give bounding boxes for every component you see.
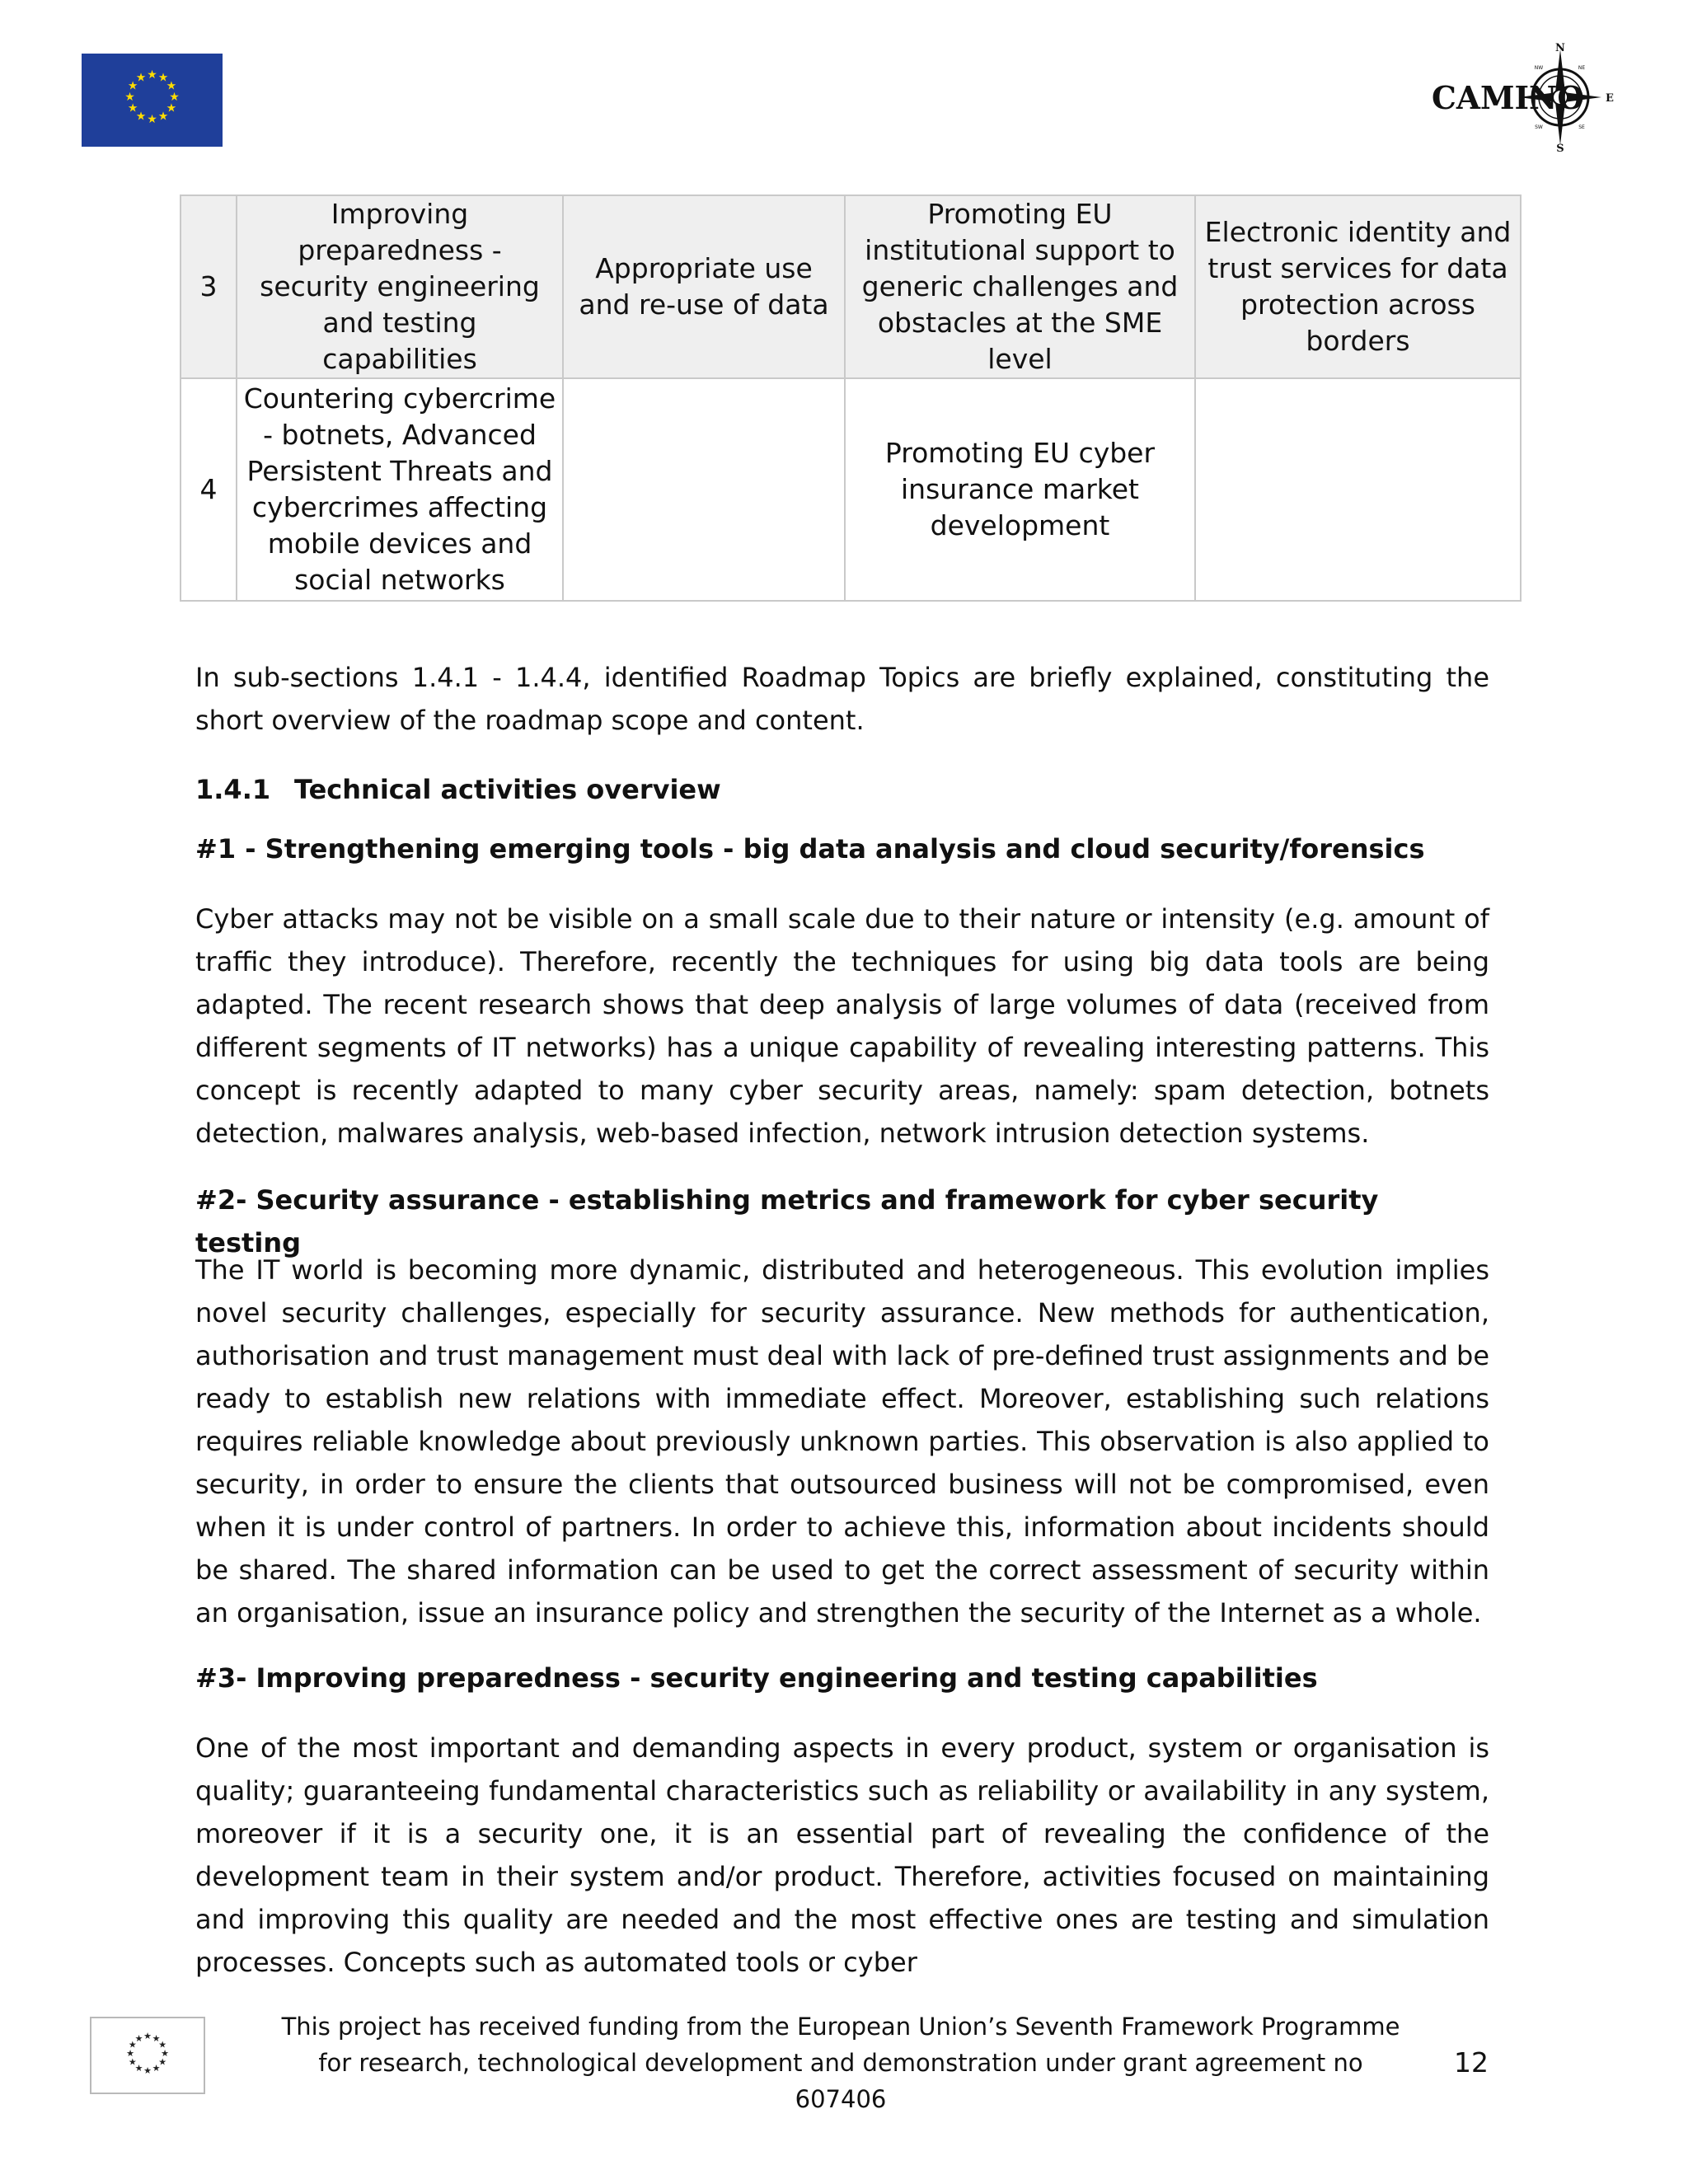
eu-stars-icon bbox=[82, 54, 223, 147]
table-cell: Promoting EU cyber insurance market development bbox=[845, 378, 1195, 601]
section-heading bbox=[195, 768, 1489, 811]
compass-n-label: N bbox=[1555, 42, 1565, 54]
section-title: Technical activities overview bbox=[294, 774, 721, 805]
svg-text:★: ★ bbox=[147, 113, 157, 126]
funding-line-2: for research, technological development and demonstration under grant agreement no 607406 bbox=[318, 2049, 1363, 2113]
table-cell-num: 4 bbox=[181, 378, 237, 601]
compass-e-label: E bbox=[1606, 92, 1614, 105]
svg-text:★: ★ bbox=[166, 79, 177, 93]
topic1-title: #1 - Strengthening emerging tools - big data analysis and cloud security/forensics bbox=[195, 833, 1425, 865]
topic2-paragraph: The IT world is becoming more dynamic, distributed and heterogeneous. This evolution implies novel security challenges, especially for security assurance. New methods for authentication, authorisation and trust management must deal with lack of pre-defined trust assignments and be ready to establish new relations with immediate effect. Moreover, establishing such relations requires reliable knowledge about previously unknown parties. This observation is also applied to security, in order to ensure the clients that outsourced business will not be compromised, even when it is under control of partners. In order to achieve this, information about incidents should be shared. The shared information can be used to get the correct assessment of security within an organisation, issue an insurance policy and strengthen the security of the Internet as a whole. bbox=[195, 1254, 1489, 1629]
svg-text:★: ★ bbox=[158, 2039, 167, 2050]
compass-nw-label: NW bbox=[1534, 65, 1544, 71]
table-cell bbox=[1195, 378, 1521, 601]
svg-text:★: ★ bbox=[157, 71, 169, 85]
eu-footer-stars-icon bbox=[91, 2018, 204, 2093]
svg-text:★: ★ bbox=[169, 91, 180, 104]
funding-line-1: This project has received funding from the European Union’s Seventh Framework Programme bbox=[281, 2013, 1400, 2041]
table-row bbox=[181, 378, 1521, 601]
table-cell: Promoting EU institutional support to generic challenges and obstacles at the SME level bbox=[845, 195, 1195, 378]
camino-logo bbox=[1430, 40, 1620, 155]
page-number: 12 bbox=[1454, 2046, 1489, 2079]
svg-text:★: ★ bbox=[157, 110, 169, 124]
table-cell bbox=[563, 378, 845, 601]
svg-text:★: ★ bbox=[152, 2063, 161, 2074]
compass-se-label: SE bbox=[1578, 124, 1585, 130]
svg-text:★: ★ bbox=[127, 79, 138, 93]
roadmap-topics-table bbox=[180, 194, 1522, 602]
funding-statement bbox=[272, 2008, 1409, 2117]
svg-text:★: ★ bbox=[143, 2031, 152, 2041]
svg-text:★: ★ bbox=[152, 2032, 161, 2044]
svg-text:★: ★ bbox=[135, 71, 147, 85]
table-cell-num: 3 bbox=[181, 195, 237, 378]
svg-text:★: ★ bbox=[134, 2063, 143, 2074]
table-cell: Electronic identity and trust services for data protection across borders bbox=[1195, 195, 1521, 378]
topic2-title: #2- Security assurance - establishing metrics and framework for cyber security testing bbox=[195, 1184, 1379, 1258]
compass-s-label: S bbox=[1556, 143, 1564, 155]
svg-text:★: ★ bbox=[143, 2065, 152, 2076]
svg-text:★: ★ bbox=[161, 2048, 169, 2059]
table-cell: Appropriate use and re-use of data bbox=[563, 195, 845, 378]
svg-text:★: ★ bbox=[158, 2056, 167, 2068]
svg-text:★: ★ bbox=[127, 101, 138, 115]
svg-text:★: ★ bbox=[135, 110, 147, 124]
section-number: 1.4.1 bbox=[195, 774, 271, 805]
topic3-title: #3- Improving preparedness - security engineering and testing capabilities bbox=[195, 1662, 1318, 1694]
eu-footer-flag-icon bbox=[90, 2017, 205, 2094]
topic1-paragraph: Cyber attacks may not be visible on a small scale due to their nature or intensity (e.g. amount of traffic they introduce). Therefore, recently the techniques for using big data tools are being adapted. The recent research shows that deep analysis of large volumes of data (received from different segments of IT networks) has a unique capability of revealing interesting patterns. This concept is recently adapted to many cyber security areas, namely: spam detection, botnets detection, malwares analysis, web-based infection, network intrusion detection systems. bbox=[195, 903, 1489, 1149]
svg-text:★: ★ bbox=[147, 68, 157, 82]
svg-text:★: ★ bbox=[134, 2032, 143, 2044]
svg-text:★: ★ bbox=[126, 2048, 134, 2059]
svg-text:★: ★ bbox=[128, 2039, 137, 2050]
svg-text:★: ★ bbox=[128, 2056, 137, 2068]
topic3-paragraph: One of the most important and demanding aspects in every product, system or organisation is quality; guaranteeing fundamental characteristics such as reliability or availability in any system, moreover if it is a security one, it is an essential part of revealing the confidence of the development team in their system and/or product. Therefore, activities focused on maintaining and improving this quality are needed and the most effective ones are testing and simulation processes. Concepts such as automated tools or cyber bbox=[195, 1732, 1489, 1978]
table-row bbox=[181, 195, 1521, 378]
table-cell: Improving preparedness - security engineering and testing capabilities bbox=[237, 195, 563, 378]
camino-wordmark: CAMINO bbox=[1432, 79, 1584, 116]
compass-sw-label: SW bbox=[1535, 124, 1543, 130]
compass-ne-label: NE bbox=[1578, 65, 1586, 71]
svg-text:★: ★ bbox=[166, 101, 177, 115]
svg-text:★: ★ bbox=[124, 91, 135, 104]
table-cell: Countering cybercrime - botnets, Advanced Persistent Threats and cybercrimes affecting mobile devices and social networks bbox=[237, 378, 563, 601]
intro-paragraph: In sub-sections 1.4.1 - 1.4.4, identified Roadmap Topics are briefly explained, constituting the short overview of the roadmap scope and content. bbox=[195, 662, 1489, 736]
eu-flag-icon bbox=[82, 54, 223, 147]
